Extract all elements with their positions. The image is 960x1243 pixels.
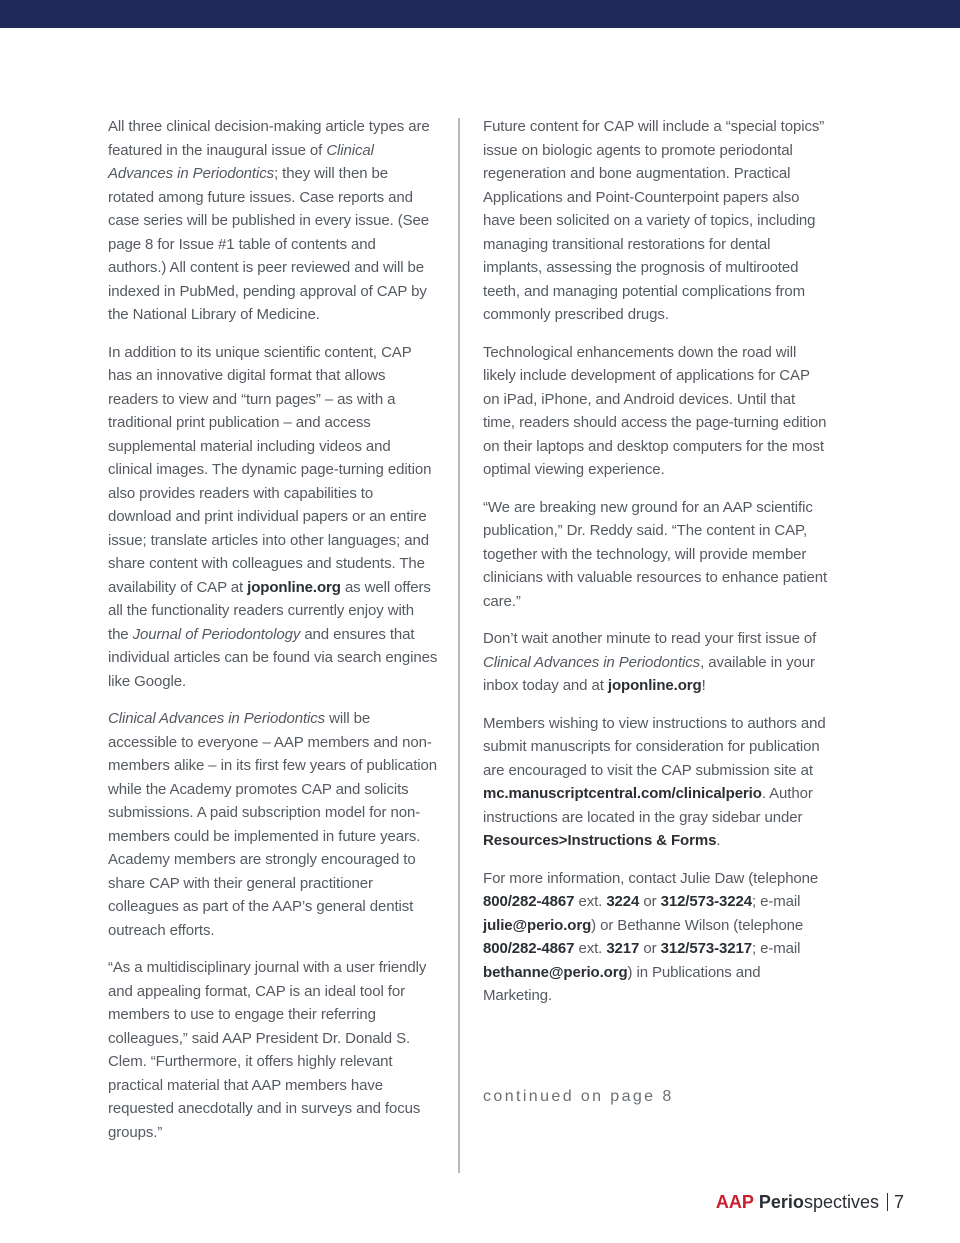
text: ; e-mail — [751, 893, 801, 910]
text: or — [639, 893, 661, 910]
journal-title: Clinical Advances in Periodontics — [483, 653, 701, 671]
website-link[interactable]: joponline.org — [247, 578, 341, 596]
phone-extension: 3224 — [606, 893, 640, 910]
text: All three clinical decision-making article types are featured in the inaugural issue of — [108, 118, 430, 159]
text: ext. — [574, 893, 607, 910]
paragraph — [483, 627, 828, 698]
text: and ensures that individual articles can be found via search engines like Google. — [108, 625, 438, 690]
paragraph — [483, 867, 828, 1008]
text: For more information, contact Julie Daw (telephone — [483, 869, 819, 887]
left-column — [108, 115, 438, 1158]
submission-site-link[interactable]: mc.manuscriptcentral.com/clinicalperio — [483, 785, 762, 802]
journal-title: Journal of Periodontology — [132, 625, 301, 643]
paragraph — [108, 707, 438, 942]
text: ) or Bethanne Wilson (telephone — [591, 916, 804, 934]
paragraph: Technological enhancements down the road will likely include development of applications for CAP on iPad, iPhone, and Android devices. Until that time, readers should access the page-turning edition on their laptops and desktop computers for the most optimal viewing experience. — [483, 343, 827, 478]
text: Members wishing to view instructions to authors and submit manuscripts for consideration for publication are encouraged to visit the CAP submission site at — [483, 714, 826, 779]
text: as well offers all the functionality readers currently enjoy with the — [108, 578, 431, 643]
paragraph: “We are breaking new ground for an AAP scientific publication,” Dr. Reddy said. “The content in CAP, together with the technology, will provide member clinicians with valuable resources to enhance patient care.” — [483, 498, 828, 610]
text: ext. — [574, 940, 607, 957]
continued-on-page-link[interactable]: continued on page 8 — [483, 1088, 674, 1105]
footer-separator — [887, 1193, 888, 1211]
phone-number: 800/282-4867 — [483, 893, 575, 910]
phone-number: 312/573-3224 — [660, 893, 752, 910]
text: ; they will then be rotated among future issues. Case reports and case series will be published in every issue. (See page 8 for Issue #1 table of contents and authors.) All content is peer reviewed and will be indexed in PubMed, pending approval of CAP by the National Library of Medicine. — [108, 165, 429, 323]
column-divider — [458, 118, 460, 1173]
text: Don’t wait another minute to read your first issue of — [483, 630, 817, 647]
paragraph: “As a multidisciplinary journal with a user friendly and appealing format, CAP is an ideal tool for members to use to engage their referring colleagues,” said AAP President Dr. Donald S. Clem. “Furthermore, it offers highly relevant practical material that AAP members have requested anecdotally and in surveys and focus groups.” — [108, 959, 427, 1141]
text: In addition to its unique scientific content, CAP has an innovative digital format that allows readers to view and “turn pages” – as with a traditional print publication – and access supplemental material including videos and clinical images. The dynamic page-turning edition also provides readers with capabilities to download and print individual papers or an entire issue; translate articles into other languages; and share content with colleagues and students. The availability of CAP at — [108, 343, 432, 596]
page-number: 7 — [893, 1192, 904, 1212]
phone-number: 800/282-4867 — [483, 940, 575, 957]
right-column — [483, 115, 828, 1022]
header-bar — [0, 0, 960, 28]
paragraph — [483, 712, 828, 853]
website-link[interactable]: joponline.org — [607, 677, 702, 694]
text: will be accessible to everyone – AAP members and non-members alike – in its first few years of publication while the Academy promotes CAP and solicits submissions. A paid subscription model for non-members could be implemented in future years. Academy members are strongly encouraged to share CAP with their general practitioner colleagues as part of the AAP’s general dentist outreach efforts. — [108, 710, 437, 939]
journal-title: Clinical Advances in Periodontics — [108, 710, 326, 727]
phone-number: 312/573-3217 — [660, 940, 752, 957]
page-footer — [716, 1192, 904, 1213]
brand-spectives: spectives — [803, 1192, 879, 1212]
email-link[interactable]: julie@perio.org — [483, 916, 592, 934]
brand-perio: Perio — [758, 1192, 804, 1212]
text: . Author instructions are located in the gray sidebar under — [483, 785, 813, 826]
paragraph — [108, 115, 438, 327]
paragraph — [108, 341, 438, 694]
instructions-path: Resources>Instructions & Forms — [483, 832, 717, 849]
text: . — [716, 832, 721, 849]
phone-extension: 3217 — [606, 940, 640, 957]
text: ; e-mail — [751, 940, 801, 957]
text: ! — [701, 677, 706, 694]
email-link[interactable]: bethanne@perio.org — [483, 963, 628, 981]
text: , available in your inbox today and at — [483, 653, 815, 694]
paragraph: Future content for CAP will include a “special topics” issue on biologic agents to promote periodontal regeneration and bone augmentation. Practical Applications and Point-Counterpoint papers also have been solicited on a variety of topics, including managing transitional restorations for dental implants, assessing the prognosis of multirooted teeth, and managing potential complications from commonly prescribed drugs. — [483, 118, 825, 323]
journal-title: Clinical Advances in Periodontics — [108, 141, 374, 182]
text: ) in Publications and Marketing. — [483, 963, 761, 1004]
text: or — [639, 940, 661, 957]
brand-aap: AAP — [715, 1192, 754, 1212]
